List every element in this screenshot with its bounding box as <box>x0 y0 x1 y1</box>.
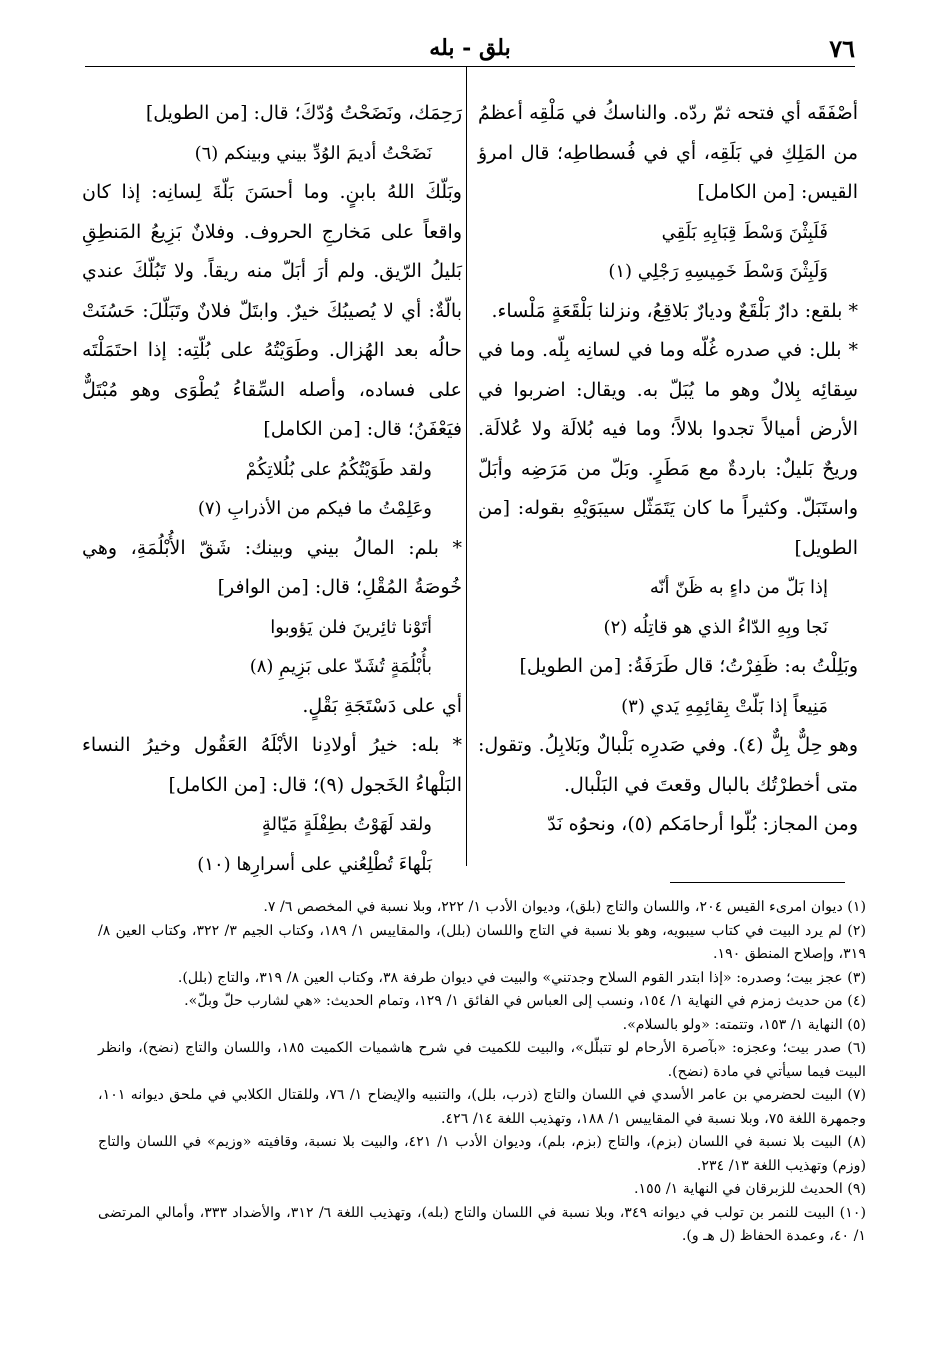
verse-line: إذا بَلّ من داءٍ به ظَنّ أنّه <box>649 577 828 598</box>
verse-line: ولقد لَهَوْتُ بطِفْلَةٍ مَيّالةٍ <box>261 814 432 835</box>
verse <box>478 568 858 647</box>
verse-line: أتَوْنا ثائِرينَ فلن يَؤوبوا <box>270 616 432 638</box>
paragraph: * بله: خيرُ أولادِنا الأبْلَهُ العَقُول وخيرُ النساء البَلْهاءُ الخَجول (٩)؛ قال: [من الكامل] <box>82 734 462 796</box>
verse-line: نَضَحْتُ أديمَ الوُدِّ بيني وبينكم (٦) <box>194 142 432 164</box>
footnotes <box>98 896 866 1249</box>
verse <box>82 450 462 529</box>
column-divider <box>466 66 467 866</box>
page-header <box>85 30 855 66</box>
paragraph: * بلل: في صدره غُلّه وما في لسانِه بِلّه. وما في سِقائِه بِلالٌ وهو ما يُبَلّ به. ويقال: اضربوا في الأرض أميالاً تجدوا بلالاً؛ وما فيه بُلالَة ولا عُلالَة. وريحٌ بَليلٌ: باردةٌ مع مَطَرٍ. وبَلّ من مَرَضِه وأبَلّ واستَبَلّ. وكثيراً ما كان يَتَمَثّل سيبَوَيْهِ بقوله: [من الطويل] <box>478 339 858 559</box>
footnote: (٤) من حديث زمزم في النهاية ١/ ١٥٤، ونسب إلى العباس في الفائق ١/ ١٢٩، وتمام الحديث: «هي لشارب حلّ وبلّ». <box>184 993 866 1009</box>
verse <box>82 134 462 174</box>
verse-line: وعَلِمْتُ ما فيكم من الأذرابِ (٧) <box>197 498 432 519</box>
footnote: (١٠) البيت للنمر بن تولب في ديوانه ٣٤٩، وبلا نسبة في اللسان والتاج (بله)، وتهذيب اللغة ٦/ ٣١٢، والأضداد ٣٣٣، وأمالي المرتضى ١/ ٤٠، وعمدة الحفاظ (ل هـ و). <box>98 1204 867 1244</box>
left-column <box>82 94 462 884</box>
footnote: (٢) لم يرد البيت في كتاب سيبويه، وهو بلا نسبة في التاج واللسان (بلل)، والمقاييس ١/ ١٨٩، وكتاب الجيم ٣/ ٣٢٢، وكتاب العين ٨/ ٣١٩، وإصلاح المنطق ١٩٠. <box>98 922 867 962</box>
paragraph: * بلقع: دارٌ بَلْقَعٌ وديارٌ بَلاقِعُ، ونزلنا بَلْقَعَةٍ مَلْساء. <box>491 299 858 322</box>
footnote: (٦) صدر بيت؛ وعجزه: «بآصرة الأرحام لو تتبلّل»، والبيت للكميت في شرح هاشميات الكميت ١٨٥، واللسان والتاج (نضح)، وانظر البيت فيما سيأتي في مادة (نضح). <box>98 1040 866 1080</box>
paragraph: ومن المجاز: بُلّوا أرحامَكم (٥)، ونحوُه نَدّ <box>547 813 858 835</box>
verse-line: بأُبْلُمَةٍ تُشَدّ على بَزِيمِ (٨) <box>249 656 432 677</box>
verse-line: بَلْهاءَ تُطْلِعُني على أسرارِها (١٠) <box>197 853 432 875</box>
paragraph: أصْفَقَه أي فتحه ثمّ ردّه. والناسكُ في مَلْقِه أعظمُ من المَلِكِ في بَلَقِه، أي في فُسطاطِه؛ قال امرؤ القيس: [من الكامل] <box>478 102 858 203</box>
paragraph: أي على دَسْتَجَةِ بَقْلٍ. <box>302 694 462 717</box>
paragraph: * بلم: المالُ بيني وبينك: شَقّ الأُبْلُمَةِ، وهي خُوصَةُ المُقْلِ؛ قال: [من الوافر] <box>82 536 462 598</box>
right-column <box>478 94 858 845</box>
verse-line: فَلَبِثْنَ وَسْطَ قِبَابِهِ بَلَقِي <box>661 221 828 243</box>
verse-line: وَلَبِثْنَ وَسْطَ خَمِيسِهِ رَجْلِي (١) <box>608 261 828 282</box>
footnote-rule <box>670 882 845 883</box>
paragraph: وبَلِلْتُ به: ظَفِرْتُ؛ قال طَرَفَةُ: [من الطويل] <box>519 655 858 677</box>
verse <box>478 213 858 292</box>
verse-line: ولقد طَوَيْتُكُمُ على بُلُلاتِكُمْ <box>245 458 432 480</box>
footnote: (٧) البيت لحضرمي بن عامر الأسدي في اللسان والتاج (ذرب، بلل)، والتنبيه والإيضاح ١/ ٧٦، وللقتال الكلابي في ملحق ديوانه ١٠١، وجمهرة اللغة ٧٥، وبلا نسبة في المقاييس ١/ ١٨٨، وتهذيب اللغة ١٤/ ٤٢٦. <box>98 1087 866 1127</box>
verse <box>82 608 462 687</box>
footnote: (١) ديوان امرىء القيس ٢٠٤، واللسان والتاج (بلق)، وديوان الأدب ١/ ٢٢٢، وبلا نسبة في المخصص ٦/ ٧. <box>263 899 866 915</box>
page-number: ٧٦ <box>829 33 855 63</box>
paragraph: وهو حِلٌّ بِلٌّ (٤). وفي صَدرِه بَلْبالٌ وبَلابِلُ. وتقول: متى أخطرْتُك بالبال وقعتَ في البَلْبال. <box>478 734 858 796</box>
verse-line: مَنِيعاً إذا بَلّتْ بِقائِمِهِ يَدي (٣) <box>621 695 828 717</box>
verse <box>82 805 462 884</box>
verse <box>478 687 858 727</box>
header-rule <box>85 66 855 67</box>
footnote: (٩) الحديث للزبرقان في النهاية ١/ ١٥٥. <box>633 1181 866 1197</box>
verse-line: نَجا وبِهِ الدّاءُ الذي هو قاتِلُه (٢) <box>603 616 828 638</box>
footnote: (٣) عجز بيت؛ وصدره: «إذا ابتدر القوم السلاح وجدتني» والبيت في ديوان طرفة ٣٨، وكتاب العين ٨/ ٣١٩، والتاج (بلل). <box>177 969 866 986</box>
footnote: (٨) البيت بلا نسبة في اللسان (بزم)، والتاج (بزم، بلم)، وديوان الأدب ١/ ٤٢١، والبيت بلا نسبة، وقافيته «وزيم» في اللسان والتاج (وزم) وتهذيب اللغة ١٣/ ٢٣٤. <box>98 1134 867 1174</box>
footnote: (٥) النهاية ١/ ١٥٣، وتتمته: «ولو بالسلام». <box>622 1016 866 1033</box>
running-head: بلق - بله <box>429 35 511 61</box>
paragraph: رَحِمَك، ونَضَحْتُ وُدّكَ؛ قال: [من الطويل] <box>145 102 462 124</box>
paragraph: وبَلّكَ اللهُ بابنٍ. وما أحسَنَ بَلّةَ لِسانِه: إذا كان واقعاً على مَخارجِ الحروف. وفلانٌ بَزِيعُ المَنطِقِ بَليلُ الرّيق. ولم أرَ أبَلّ منه ريقاً. ولا تَبُلّكَ عندي بالّةٌ: أي لا يُصيبُكَ خيرٌ. وابتَلّ فلانٌ وتَبَلّلَ: حَسُنَتْ حالُه بعد الهُزال. وطَوَيْتُهُ على بُلّتِه: إذا احتَمَلْتَه على فساده، وأصله السِّقاءُ يُطْوَى وهو مُبْتَلٌّ فيَعْفَنُ؛ قال: [من الكامل] <box>82 181 462 440</box>
